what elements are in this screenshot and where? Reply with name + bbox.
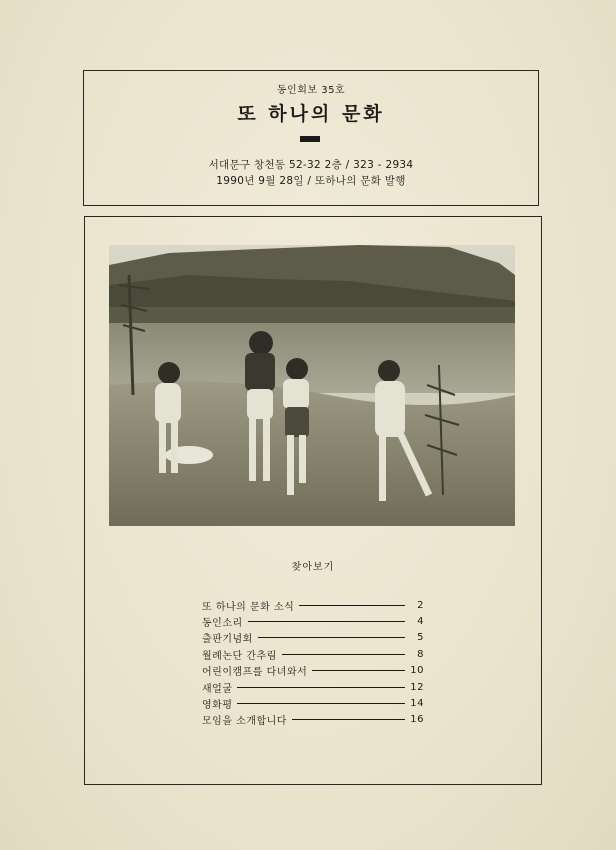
leader-line (237, 703, 405, 704)
toc-item-page: 2 (417, 599, 424, 611)
toc-item (202, 630, 424, 646)
toc-item (202, 597, 424, 613)
newsletter-title: 또 하나의 문화 (237, 103, 385, 125)
toc-item-title: 월례논단 간추림 (202, 650, 277, 662)
address-line: 서대문구 창천동 52-32 2층 / 323 - 2934 (208, 159, 414, 171)
leader-line (258, 637, 405, 638)
title-underline-mark (300, 136, 320, 142)
toc-item-title: 동인소리 (202, 618, 243, 630)
leader-line (292, 719, 405, 720)
cover-photo-drawing (109, 245, 515, 526)
toc-item-title: 모임을 소개합니다 (202, 716, 287, 728)
toc-item-title: 또 하나의 문화 소식 (202, 601, 295, 613)
toc-item-page: 8 (417, 648, 424, 660)
contents-box (84, 216, 542, 785)
issue-number: 동인회보 35호 (276, 85, 346, 96)
toc-heading: 찾아보기 (291, 562, 335, 573)
leader-line (282, 654, 405, 655)
toc-item-page: 14 (410, 698, 424, 710)
masthead-box (83, 70, 539, 206)
toc-item-title: 어린이캠프를 다녀와서 (202, 667, 308, 679)
cover-photo (109, 245, 515, 526)
toc-item-page: 10 (410, 665, 424, 677)
leader-line (248, 621, 405, 622)
toc-item-page: 5 (417, 632, 424, 644)
table-of-contents (202, 597, 424, 728)
toc-item (202, 663, 424, 679)
toc-item (202, 613, 424, 629)
toc-item (202, 695, 424, 711)
leader-line (237, 687, 405, 688)
toc-item-title: 새얼굴 (202, 683, 233, 695)
toc-item-page: 16 (410, 714, 424, 726)
toc-item-title: 출판기념회 (202, 634, 253, 646)
toc-item-title: 영화평 (202, 700, 233, 712)
leader-line (299, 605, 405, 606)
leader-line (312, 670, 405, 671)
toc-item (202, 679, 424, 695)
toc-item (202, 712, 424, 728)
toc-item (202, 646, 424, 662)
toc-item-page: 4 (417, 616, 424, 628)
publication-line: 1990년 9월 28일 / 또하나의 문화 발행 (216, 175, 406, 187)
toc-item-page: 12 (410, 681, 424, 693)
